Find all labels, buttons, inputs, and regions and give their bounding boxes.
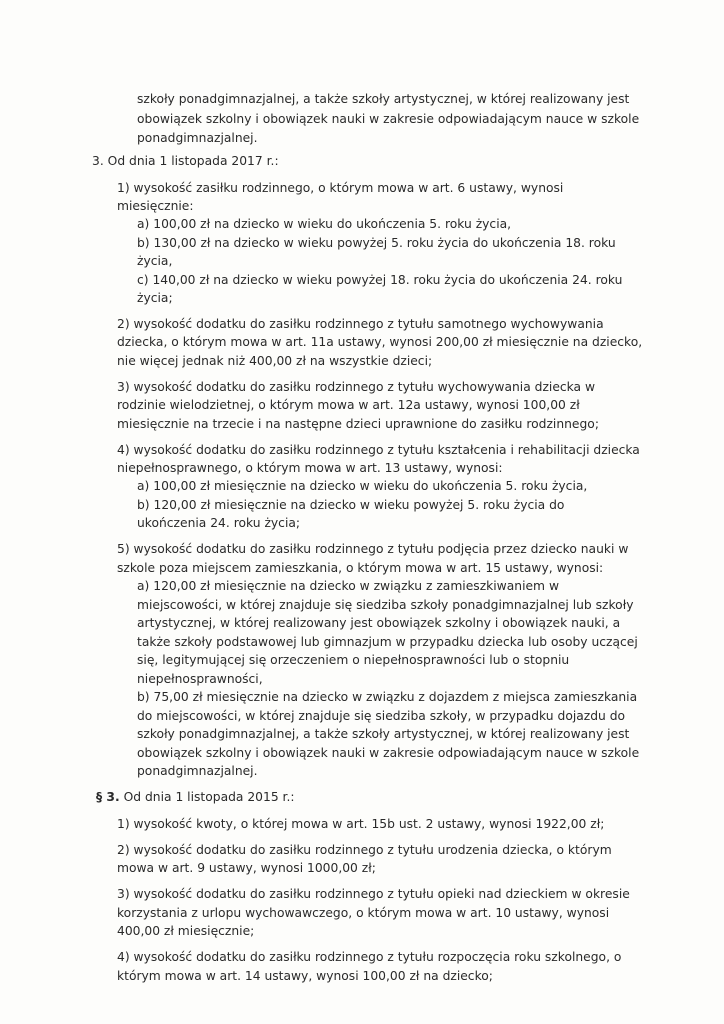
text-line: niepełnosprawności,	[137, 672, 263, 686]
text-line: obowiązek szkolny i obowiązek nauki w zakresie odpowiadającym nauce w szkole	[137, 746, 640, 760]
text-line: artystycznej, w której realizowany jest obowiązek szkolny i obowiązek nauki, a	[137, 616, 621, 630]
text-line: dziecka, o którym mowa w art. 11a ustawy, wynosi 200,00 zł miesięcznie na dziecko,	[117, 335, 643, 349]
sub-item: c) 140,00 zł na dziecko w wieku powyżej 18. roku życia do ukończenia 24. roku	[137, 273, 623, 287]
text-line: życia,	[137, 254, 173, 268]
section-heading: Od dnia 1 listopada 2015 r.:	[123, 790, 295, 804]
list-item: 4) wysokość dodatku do zasiłku rodzinnego z tytułu kształcenia i rehabilitacji dziecka	[117, 443, 640, 457]
text-line: szkole poza miejscem zamieszkania, o którym mowa w art. 15 ustawy, wynosi:	[117, 561, 604, 575]
sub-item: b) 120,00 zł miesięcznie na dziecko w wieku powyżej 5. roku życia do	[137, 498, 565, 512]
list-item: 1) wysokość kwoty, o której mowa w art. 15b ust. 2 ustawy, wynosi 1922,00 zł;	[117, 817, 605, 831]
text-line: niepełnosprawnego, o którym mowa w art. 13 ustawy, wynosi:	[117, 461, 503, 475]
sub-item: a) 120,00 zł miesięcznie na dziecko w związku z zamieszkiwaniem w	[137, 579, 559, 593]
text-line: korzystania z urlopu wychowawczego, o którym mowa w art. 10 ustawy, wynosi	[117, 906, 610, 920]
text-line: miesięcznie na trzecie i na następne dzieci uprawnione do zasiłku rodzinnego;	[117, 417, 599, 431]
text-line: ukończenia 24. roku życia;	[137, 516, 301, 530]
text-line: szkoły ponadgimnazjalnej, a także szkoły artystycznej, w której realizowany jest	[137, 727, 630, 741]
text-line: się, legitymującej się orzeczeniem o niepełnosprawności lub o stopniu	[137, 653, 570, 667]
list-item: 2) wysokość dodatku do zasiłku rodzinnego z tytułu urodzenia dziecka, o którym	[117, 843, 612, 857]
list-item: 5) wysokość dodatku do zasiłku rodzinnego z tytułu podjęcia przez dziecko nauki w	[117, 542, 629, 556]
text-line: szkoły ponadgimnazjalnej, a także szkoły artystycznej, w której realizowany jest	[137, 92, 630, 106]
list-item: 3) wysokość dodatku do zasiłku rodzinnego z tytułu wychowywania dziecka w	[117, 380, 596, 394]
text-line: miejscowości, w której znajduje się siedziba szkoły ponadgimnazjalnej lub szkoły	[137, 598, 634, 612]
sub-item: a) 100,00 zł na dziecko w wieku do ukończenia 5. roku życia,	[137, 217, 512, 231]
list-item: 3) wysokość dodatku do zasiłku rodzinnego z tytułu opieki nad dzieckiem w okresie	[117, 887, 630, 901]
text-line: którym mowa w art. 14 ustawy, wynosi 100,00 zł na dziecko;	[117, 969, 493, 983]
list-item: 1) wysokość zasiłku rodzinnego, o którym mowa w art. 6 ustawy, wynosi	[117, 181, 564, 195]
text-line: do miejscowości, w której znajduje się siedziba szkoły, w przypadku dojazdu do	[137, 709, 626, 723]
sub-item: a) 100,00 zł miesięcznie na dziecko w wieku do ukończenia 5. roku życia,	[137, 479, 588, 493]
sub-item: b) 75,00 zł miesięcznie na dziecko w związku z dojazdem z miejsca zamieszkania	[137, 690, 638, 704]
text-line: 400,00 zł miesięcznie;	[117, 924, 255, 938]
text-line: życia;	[137, 291, 173, 305]
text-line: obowiązek szkolny i obowiązek nauki w zakresie odpowiadającym nauce w szkole	[137, 112, 640, 126]
text-line: także szkoły podstawowej lub gimnazjum w przypadku dziecka lub osoby uczącej	[137, 635, 638, 649]
paragraph-number: § 3.	[96, 790, 120, 804]
text-line: ponadgimnazjalnej.	[137, 131, 258, 145]
list-item: 2) wysokość dodatku do zasiłku rodzinnego z tytułu samotnego wychowywania	[117, 317, 604, 331]
list-item: 4) wysokość dodatku do zasiłku rodzinnego z tytułu rozpoczęcia roku szkolnego, o	[117, 950, 622, 964]
text-line: mowa w art. 9 ustawy, wynosi 1000,00 zł;	[117, 861, 376, 875]
sub-item: b) 130,00 zł na dziecko w wieku powyżej 5. roku życia do ukończenia 18. roku	[137, 236, 616, 250]
text-line: rodzinie wielodzietnej, o którym mowa w art. 12a ustawy, wynosi 100,00 zł	[117, 398, 580, 412]
text-line: nie więcej jednak niż 400,00 zł na wszystkie dzieci;	[117, 354, 433, 368]
section-heading: 3. Od dnia 1 listopada 2017 r.:	[92, 154, 279, 168]
text-line: miesięcznie:	[117, 199, 194, 213]
text-line: ponadgimnazjalnej.	[137, 764, 258, 778]
